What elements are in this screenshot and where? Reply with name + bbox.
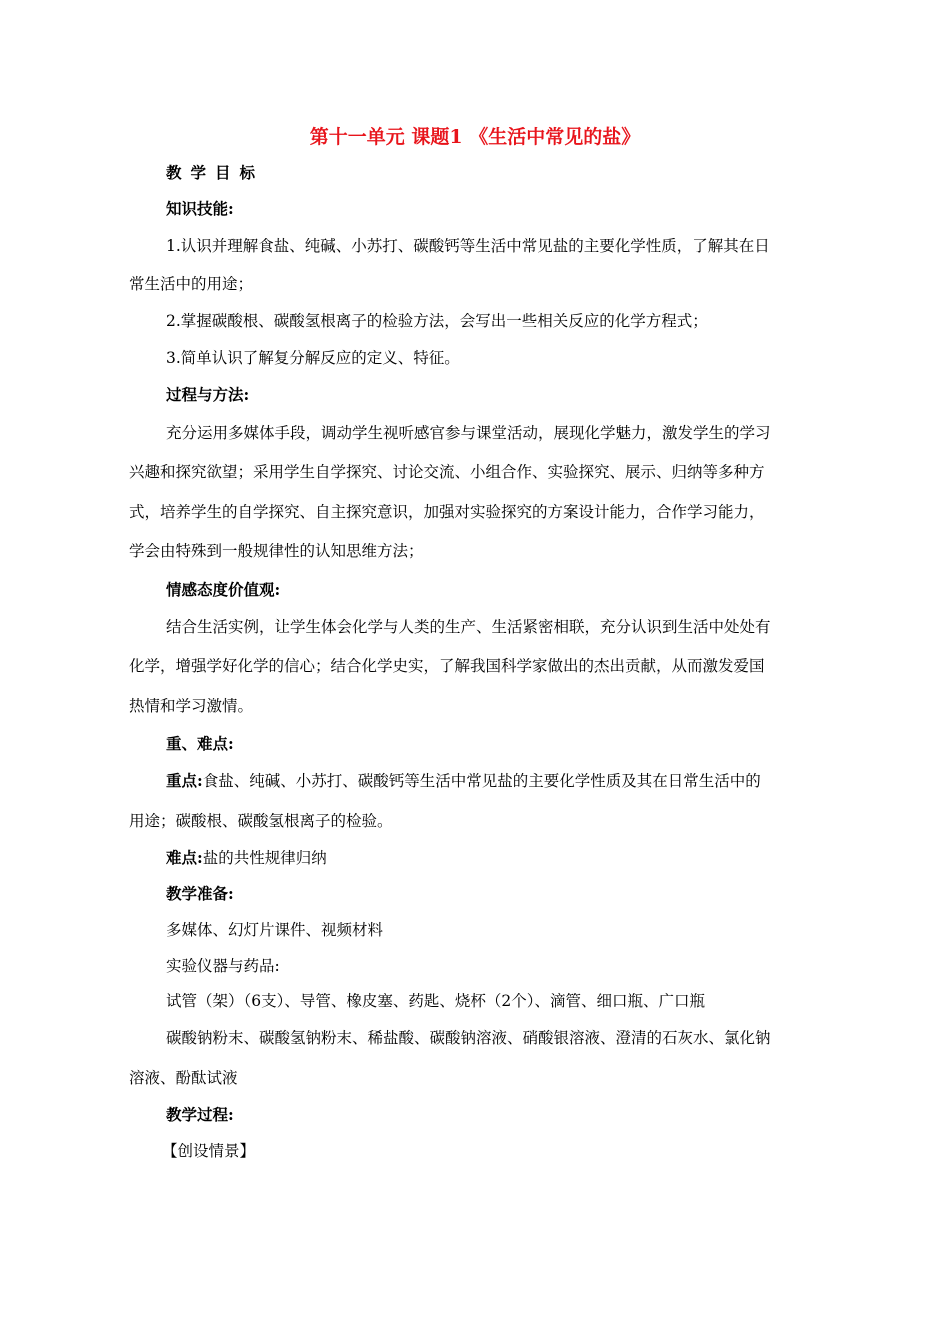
values-line: 热情和学习激情。	[129, 697, 254, 715]
procedure-heading: 教学过程:	[166, 1105, 234, 1124]
objectives-heading: 教学目标	[166, 163, 265, 182]
values-line: 结合生活实例，让学生体会化学与人类的生产、生活紧密相联，充分认识到生活中处处有	[166, 618, 771, 636]
knowledge-heading: 知识技能:	[166, 199, 234, 218]
prep-chemicals: 碳酸钠粉末、碳酸氢钠粉末、稀盐酸、碳酸钠溶液、硝酸银溶液、澄清的石灰水、氯化钠	[166, 1029, 771, 1047]
key-label: 重点:	[166, 771, 203, 790]
scene-heading: 【创设情景】	[162, 1142, 256, 1160]
key-text-continued: 用途；碳酸根、碳酸氢根离子的检验。	[129, 812, 393, 830]
document-title: 第十一单元 课题1 《生活中常见的盐》	[309, 126, 641, 148]
knowledge-line: 3.简单认识了解复分解反应的定义、特征。	[166, 349, 460, 367]
difficulty-label: 难点:	[166, 848, 203, 867]
process-line: 兴趣和探究欲望；采用学生自学探究、讨论交流、小组合作、实验探究、展示、归纳等多种方	[129, 463, 765, 481]
difficulty-text: 盐的共性规律归纳	[202, 849, 327, 867]
prep-lab-heading: 实验仪器与药品:	[166, 957, 280, 975]
prep-heading: 教学准备:	[166, 884, 234, 903]
process-line: 充分运用多媒体手段，调动学生视听感官参与课堂活动，展现化学魅力，激发学生的学习	[166, 424, 771, 442]
key-text: 食盐、纯碱、小苏打、碳酸钙等生活中常见盐的主要化学性质及其在日常生活中的	[202, 772, 761, 790]
process-line: 式，培养学生的自学探究、自主探究意识，加强对实验探究的方案设计能力，合作学习能力，	[129, 503, 765, 521]
values-heading: 情感态度价值观:	[166, 580, 281, 599]
knowledge-line: 2.掌握碳酸根、碳酸氢根离子的检验方法，会写出一些相关反应的化学方程式；	[166, 312, 708, 330]
difficulty-line	[166, 848, 327, 868]
values-line: 化学，增强学好化学的信心；结合化学史实，了解我国科学家做出的杰出贡献，从而激发爱国	[129, 657, 765, 675]
prep-chemicals-continued: 溶液、酚酞试液	[129, 1069, 238, 1087]
process-line: 学会由特殊到一般规律性的认知思维方法；	[129, 542, 424, 560]
knowledge-line: 常生活中的用途；	[129, 275, 254, 293]
knowledge-line: 1.认识并理解食盐、纯碱、小苏打、碳酸钙等生活中常见盐的主要化学性质，了解其在日	[166, 237, 770, 255]
key-point-line	[166, 771, 761, 791]
prep-instruments: 试管（架）（6支）、导管、橡皮塞、药匙、烧杯（2个）、滴管、细口瓶、广口瓶	[166, 992, 705, 1010]
keypoints-heading: 重、难点:	[166, 734, 234, 753]
process-heading: 过程与方法:	[166, 385, 250, 404]
prep-media: 多媒体、幻灯片课件、视频材料	[166, 921, 384, 939]
